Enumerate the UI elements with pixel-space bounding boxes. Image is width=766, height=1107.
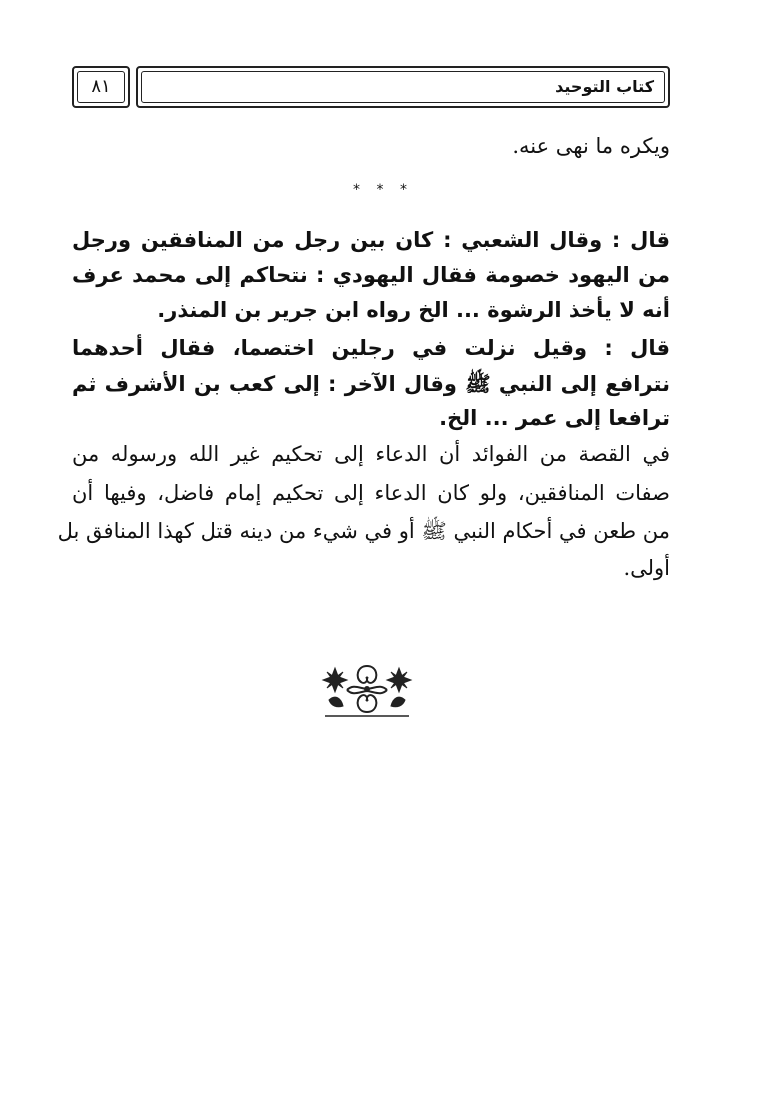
- page-number-frame: [72, 66, 130, 108]
- text-line: من طعن في أحكام النبي ﷺ أو في شيء من دينه قتل كهذا المنافق بل: [57, 519, 670, 543]
- page-header: [72, 66, 670, 108]
- text-line: ترافعا إلى عمر ... الخ.: [439, 406, 670, 430]
- text-line: أولى.: [623, 556, 670, 580]
- text-line: من اليهود خصومة فقال اليهودي : نتحاكم إلى محمد عرف: [72, 263, 670, 287]
- text-line: في القصة من الفوائد أن الدعاء إلى تحكيم غير الله ورسوله من: [72, 442, 670, 466]
- text-line: نترافع إلى النبي ﷺ وقال الآخر : إلى كعب بن الأشرف ثم: [72, 372, 670, 396]
- section-separator: * * *: [353, 182, 413, 198]
- text-line: قال : وقيل نزلت في رجلين اختصما، فقال أحدهما: [72, 336, 670, 360]
- page-number: ٨١: [91, 76, 111, 97]
- text-line: صفات المنافقين، ولو كان الدعاء إلى تحكيم إمام فاضل، وفيها أن: [72, 481, 670, 505]
- floral-ornament-icon: [321, 660, 413, 718]
- text-line: أنه لا يأخذ الرشوة ... الخ رواه ابن جرير بن المنذر.: [157, 298, 670, 322]
- text-line: قال : وقال الشعبي : كان بين رجل من المنافقين ورجل: [72, 228, 670, 252]
- book-title: كتاب التوحيد: [555, 77, 654, 96]
- text-line: ويكره ما نهى عنه.: [512, 134, 670, 158]
- book-title-frame: [136, 66, 670, 108]
